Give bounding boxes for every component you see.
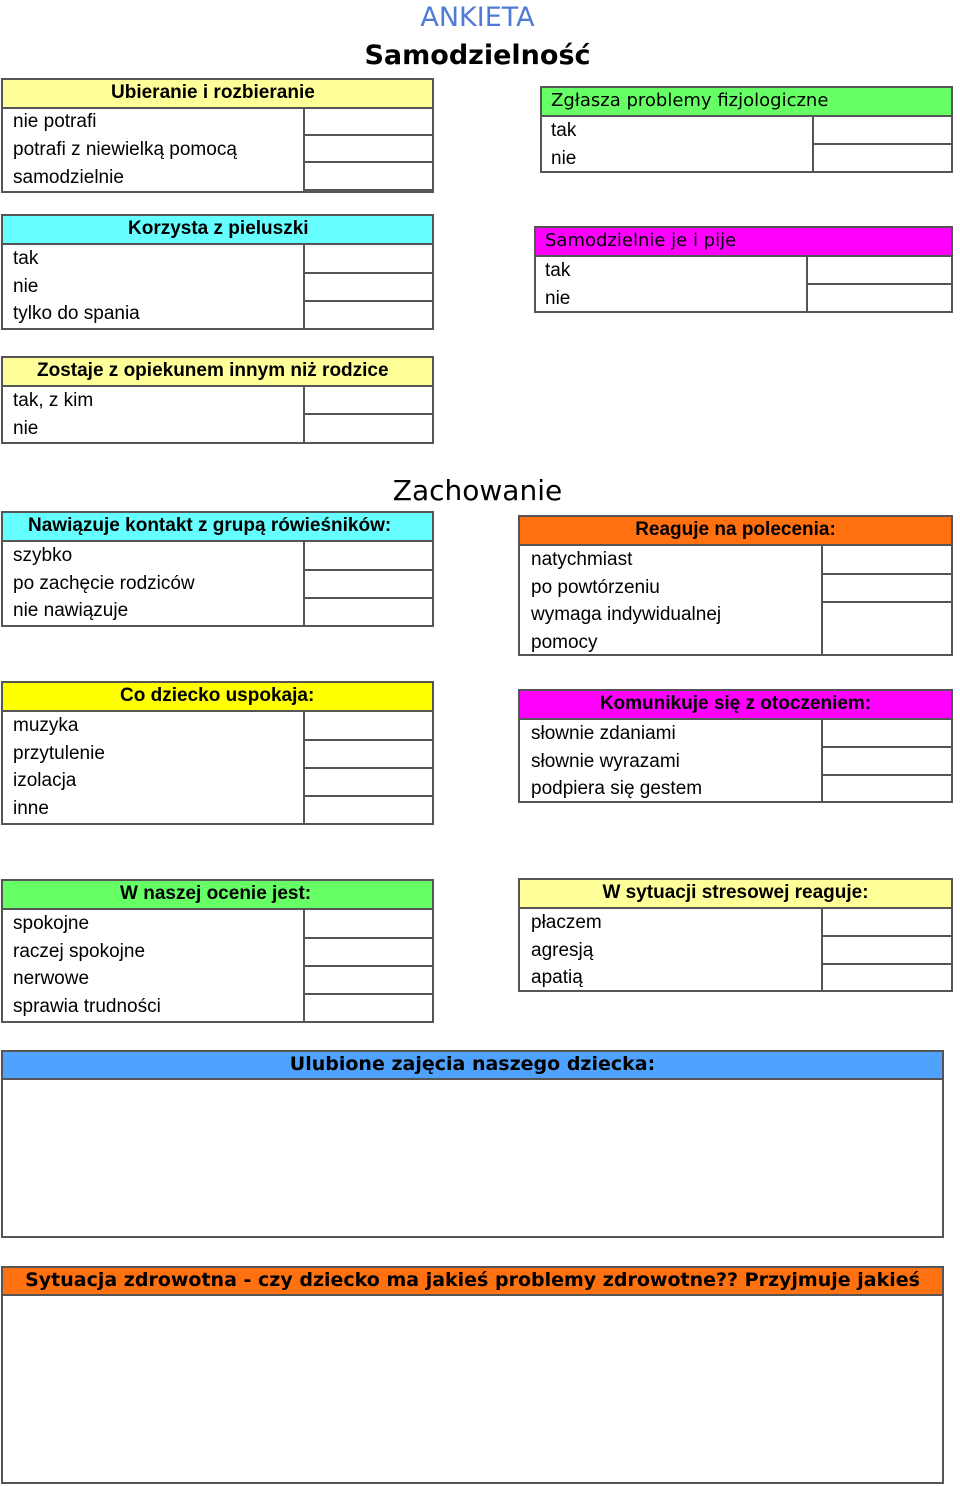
option-label: spokojne [13, 913, 90, 934]
question-title: Ubieranie i rozbieranie [3, 80, 432, 109]
option-label: muzyka [13, 715, 79, 736]
option-label: tylko do spania [13, 303, 140, 324]
answer-checkbox[interactable] [303, 243, 434, 274]
option-label: tak [545, 260, 571, 281]
option-label: nie [13, 276, 39, 297]
option-label: podpiera się gestem [531, 778, 703, 799]
answer-checkbox[interactable] [821, 601, 953, 656]
option-label: przytulenie [13, 743, 105, 764]
question-title: Korzysta z pieluszki [3, 216, 432, 245]
question-title: W naszej ocenie jest: [3, 881, 432, 910]
question-title: Samodzielnie je i pije [536, 228, 951, 257]
answer-checkbox[interactable] [303, 597, 434, 627]
option-label: natychmiast [531, 549, 633, 570]
question-title: Co dziecko uspokaja: [3, 683, 432, 712]
option-label: apatią [531, 967, 583, 988]
answer-checkbox[interactable] [812, 143, 953, 173]
answer-checkbox[interactable] [303, 272, 434, 302]
survey-title: ANKIETA [420, 2, 535, 33]
option-label: nie nawiązuje [13, 600, 129, 621]
question-box-je-pije [534, 226, 953, 313]
answer-checkbox[interactable] [806, 283, 953, 313]
option-label: nie [13, 418, 39, 439]
option-label: nie potrafi [13, 111, 97, 132]
answer-checkbox[interactable] [806, 255, 953, 285]
option-label: raczej spokojne [13, 941, 146, 962]
answer-checkbox[interactable] [821, 573, 953, 603]
answer-checkbox[interactable] [303, 413, 434, 444]
question-box-uspokaja [1, 681, 434, 825]
answer-checkbox[interactable] [821, 963, 953, 992]
option-label: po zachęcie rodziców [13, 573, 195, 594]
answer-checkbox[interactable] [303, 540, 434, 571]
answer-checkbox[interactable] [812, 115, 953, 145]
option-label: izolacja [13, 770, 77, 791]
answer-checkbox[interactable] [303, 300, 434, 330]
answer-checkbox[interactable] [821, 935, 953, 965]
option-label: nerwowe [13, 968, 90, 989]
question-title: Komunikuje się z otoczeniem: [520, 691, 951, 720]
question-box-komunikuje [518, 689, 953, 803]
answer-checkbox[interactable] [303, 937, 434, 967]
option-label: nie [545, 288, 571, 309]
option-label: tak, z kim [13, 390, 94, 411]
answer-checkbox[interactable] [303, 795, 434, 825]
option-label: tak [13, 248, 39, 269]
answer-checkbox[interactable] [303, 134, 434, 163]
section-heading-zachowanie: Zachowanie [392, 474, 563, 507]
question-title: Nawiązuje kontakt z grupą rówieśników: [3, 513, 432, 542]
answer-checkbox[interactable] [821, 746, 953, 776]
question-box-opiekun [1, 356, 434, 444]
answer-checkbox[interactable] [303, 107, 434, 136]
option-label: inne [13, 798, 49, 819]
answer-checkbox[interactable] [303, 385, 434, 415]
option-label: słownie wyrazami [531, 751, 680, 772]
option-label: wymaga indywidualnej [531, 604, 722, 625]
answer-checkbox[interactable] [303, 710, 434, 741]
answer-checkbox[interactable] [821, 907, 953, 937]
question-title: W sytuacji stresowej reaguje: [520, 880, 951, 909]
answer-checkbox[interactable] [303, 965, 434, 995]
question-title: Zgłasza problemy fizjologiczne [542, 88, 951, 117]
question-box-kontakt [1, 511, 434, 627]
question-box-stres [518, 878, 953, 992]
question-title: Reaguje na polecenia: [520, 517, 951, 546]
question-title-zdrowie: Sytuacja zdrowotna - czy dziecko ma jakieś problemy zdrowotne?? Przyjmuje jakieś [1, 1266, 944, 1296]
option-label: agresją [531, 940, 594, 961]
answer-checkbox[interactable] [303, 739, 434, 769]
answer-checkbox[interactable] [303, 993, 434, 1023]
question-box-ocena [1, 879, 434, 1023]
option-label: tak [551, 120, 577, 141]
question-box-pieluszki [1, 214, 434, 330]
option-label: płaczem [531, 912, 602, 933]
answer-area-ulubione[interactable] [1, 1078, 944, 1238]
answer-checkbox[interactable] [303, 767, 434, 797]
option-label: szybko [13, 545, 73, 566]
option-label: słownie zdaniami [531, 723, 676, 744]
answer-checkbox[interactable] [303, 161, 434, 191]
option-label: pomocy [531, 632, 598, 653]
answer-checkbox[interactable] [821, 544, 953, 575]
answer-checkbox[interactable] [303, 908, 434, 939]
answer-checkbox[interactable] [821, 774, 953, 803]
option-label: samodzielnie [13, 167, 124, 188]
option-label: po powtórzeniu [531, 577, 660, 598]
option-label: nie [551, 148, 577, 169]
answer-checkbox[interactable] [821, 718, 953, 748]
option-label: potrafi z niewielką pomocą [13, 139, 237, 160]
option-label: sprawia trudności [13, 996, 161, 1017]
answer-area-zdrowie[interactable] [1, 1294, 944, 1484]
answer-checkbox[interactable] [303, 569, 434, 599]
question-box-ubieranie [1, 78, 434, 193]
section-heading-samodzielnosc: Samodzielność [364, 40, 591, 71]
question-title: Zostaje z opiekunem innym niż rodzice [3, 358, 432, 387]
question-box-polecenia [518, 515, 953, 656]
question-title-ulubione: Ulubione zajęcia naszego dziecka: [1, 1050, 944, 1080]
question-box-fizjologiczne [540, 86, 953, 173]
